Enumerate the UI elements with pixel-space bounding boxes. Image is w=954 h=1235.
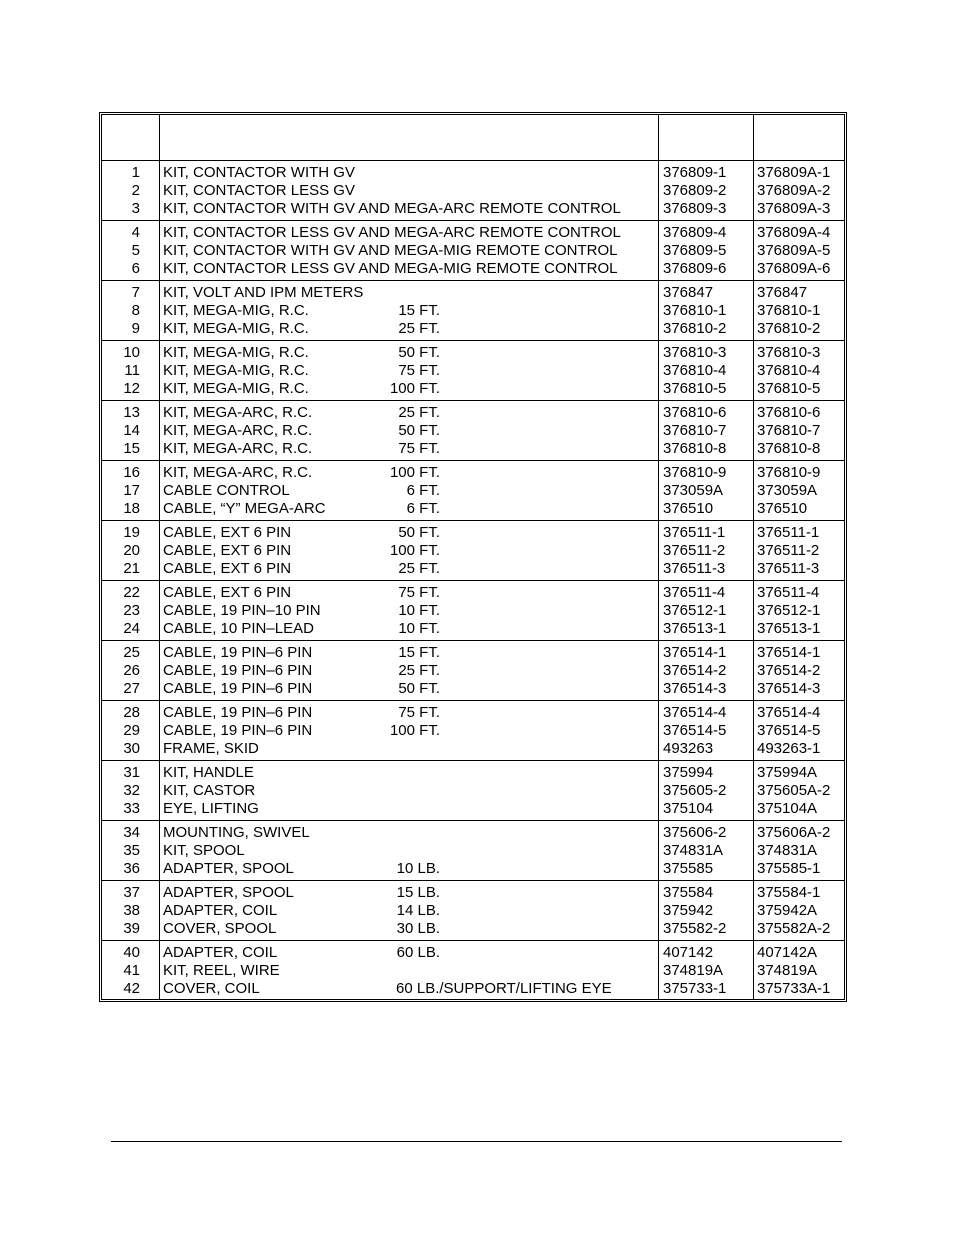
description: CABLE CONTROL	[163, 482, 290, 499]
size: 50 FT.	[398, 422, 440, 439]
item-number: 20	[123, 542, 140, 559]
alt-part-number: 375733A-1	[757, 980, 831, 997]
size: 25 FT.	[398, 560, 440, 577]
part-number: 376810-8	[663, 440, 727, 457]
part-number: 376809-6	[663, 260, 727, 277]
alt-part-number: 376511-2	[757, 542, 820, 559]
part-number: 376514-1	[663, 644, 727, 661]
part-number: 376809-1	[663, 164, 727, 181]
alt-part-number: 407142A	[757, 944, 818, 961]
table-row	[100, 920, 846, 938]
size: 100 FT.	[389, 380, 440, 397]
description: CABLE, 19 PIN–6 PIN	[163, 662, 313, 679]
part-number: 376514-4	[663, 704, 727, 721]
part-number: 376514-3	[663, 680, 727, 697]
description: KIT, MEGA-ARC, R.C.	[163, 464, 313, 481]
group-divider	[102, 880, 844, 881]
description: ADAPTER, COIL	[163, 944, 278, 961]
description: COVER, SPOOL	[163, 920, 277, 937]
description: CABLE, 19 PIN–6 PIN	[163, 722, 313, 739]
description: KIT, MEGA-MIG, R.C.	[163, 362, 309, 379]
alt-part-number: 375994A	[757, 764, 818, 781]
size: 100 FT.	[389, 464, 440, 481]
alt-part-number: 376510	[757, 500, 808, 517]
table-row	[100, 464, 846, 482]
part-number: 376511-3	[663, 560, 726, 577]
size: 50 FT.	[398, 344, 440, 361]
part-number: 375606-2	[663, 824, 727, 841]
description: KIT, MEGA-ARC, R.C.	[163, 440, 313, 457]
description: ADAPTER, SPOOL	[163, 860, 294, 877]
item-number: 5	[131, 242, 140, 259]
part-number: 376809-2	[663, 182, 727, 199]
part-number: 375585	[663, 860, 714, 877]
item-number: 3	[131, 200, 140, 217]
part-number: 376512-1	[663, 602, 727, 619]
item-number: 18	[123, 500, 140, 517]
item-number: 17	[123, 482, 140, 499]
item-number: 4	[131, 224, 140, 241]
description: CABLE, EXT 6 PIN	[163, 524, 292, 541]
part-number: 376511-4	[663, 584, 726, 601]
item-number: 39	[123, 920, 140, 937]
size: 100 FT.	[389, 722, 440, 739]
group-divider	[102, 640, 844, 641]
part-number: 376810-9	[663, 464, 727, 481]
description: CABLE, EXT 6 PIN	[163, 584, 292, 601]
part-number: 375733-1	[663, 980, 727, 997]
alt-part-number: 493263-1	[757, 740, 821, 757]
group-divider	[102, 940, 844, 941]
alt-part-number: 376810-9	[757, 464, 821, 481]
table-row	[100, 404, 846, 422]
item-number: 26	[123, 662, 140, 679]
description: KIT, HANDLE	[163, 764, 254, 781]
alt-part-number: 376513-1	[757, 620, 821, 637]
part-number: 375584	[663, 884, 714, 901]
size: 15 FT.	[398, 302, 440, 319]
table-row	[100, 860, 846, 878]
description: FRAME, SKID	[163, 740, 259, 757]
alt-part-number: 376514-1	[757, 644, 821, 661]
alt-part-number: 375582A-2	[757, 920, 831, 937]
table-row	[100, 980, 846, 998]
item-number: 29	[123, 722, 140, 739]
item-number: 27	[123, 680, 140, 697]
group-divider	[102, 820, 844, 821]
part-number: 374831A	[663, 842, 724, 859]
size: 15 FT.	[398, 644, 440, 661]
part-number: 376810-1	[663, 302, 727, 319]
item-number: 34	[123, 824, 140, 841]
item-number: 16	[123, 464, 140, 481]
description: CABLE, 19 PIN–6 PIN	[163, 704, 313, 721]
table-row	[100, 344, 846, 362]
item-number: 6	[131, 260, 140, 277]
size: 75 FT.	[398, 704, 440, 721]
item-number: 33	[123, 800, 140, 817]
item-number: 11	[124, 362, 140, 379]
item-number: 41	[123, 962, 140, 979]
description: MOUNTING, SWIVEL	[163, 824, 310, 841]
group-divider	[102, 760, 844, 761]
size: 15 LB.	[396, 884, 440, 901]
item-number: 42	[123, 980, 140, 997]
table-row	[100, 524, 846, 542]
alt-part-number: 376809A-6	[757, 260, 831, 277]
alt-part-number: 374819A	[757, 962, 818, 979]
description: CABLE, 19 PIN–6 PIN	[163, 680, 313, 697]
table-row	[100, 842, 846, 860]
part-number: 375104	[663, 800, 714, 817]
item-number: 8	[131, 302, 140, 319]
table-row	[100, 320, 846, 338]
part-number: 376511-2	[663, 542, 726, 559]
alt-part-number: 376810-1	[757, 302, 821, 319]
alt-part-number: 376810-7	[757, 422, 821, 439]
item-number: 1	[131, 164, 140, 181]
group-divider	[102, 460, 844, 461]
part-number: 376511-1	[663, 524, 726, 541]
table-row	[100, 944, 846, 962]
description: KIT, CONTACTOR WITH GV AND MEGA-ARC REMOTE CONTROL	[163, 200, 621, 217]
table-row	[100, 302, 846, 320]
description: KIT, SPOOL	[163, 842, 245, 859]
size: 75 FT.	[398, 362, 440, 379]
size: 50 FT.	[398, 524, 440, 541]
item-number: 38	[123, 902, 140, 919]
description: KIT, CONTACTOR LESS GV AND MEGA-MIG REMOTE CONTROL	[163, 260, 618, 277]
table-row	[100, 362, 846, 380]
part-number: 376510	[663, 500, 714, 517]
description: KIT, CASTOR	[163, 782, 256, 799]
size: 6 FT.	[406, 482, 440, 499]
table-row	[100, 422, 846, 440]
alt-part-number: 376810-6	[757, 404, 821, 421]
part-number: 374819A	[663, 962, 724, 979]
item-number: 12	[123, 380, 140, 397]
footer-rule	[111, 1141, 842, 1142]
table-row	[100, 380, 846, 398]
alt-part-number: 376511-3	[757, 560, 820, 577]
description: CABLE, 10 PIN–LEAD	[163, 620, 314, 637]
item-number: 35	[123, 842, 140, 859]
part-number: 376810-5	[663, 380, 727, 397]
part-number: 493263	[663, 740, 714, 757]
table-row	[100, 884, 846, 902]
description: KIT, MEGA-MIG, R.C.	[163, 380, 309, 397]
table-row	[100, 722, 846, 740]
size: 75 FT.	[398, 440, 440, 457]
item-number: 15	[123, 440, 140, 457]
description: KIT, CONTACTOR WITH GV AND MEGA-MIG REMOTE CONTROL	[163, 242, 618, 259]
group-divider	[102, 580, 844, 581]
alt-part-number: 376810-8	[757, 440, 821, 457]
description: CABLE, 19 PIN–6 PIN	[163, 644, 313, 661]
part-number: 376809-4	[663, 224, 727, 241]
size: 6 FT.	[406, 500, 440, 517]
item-number: 19	[123, 524, 140, 541]
item-number: 22	[123, 584, 140, 601]
table-row	[100, 182, 846, 200]
alt-part-number: 376810-3	[757, 344, 821, 361]
part-number: 376810-7	[663, 422, 727, 439]
table-row	[100, 500, 846, 518]
item-number: 30	[123, 740, 140, 757]
size: 25 FT.	[398, 320, 440, 337]
alt-part-number: 374831A	[757, 842, 818, 859]
item-number: 21	[123, 560, 140, 577]
table-row	[100, 782, 846, 800]
alt-part-number: 376514-3	[757, 680, 821, 697]
table-row	[100, 902, 846, 920]
item-number: 10	[123, 344, 140, 361]
alt-part-number: 375605A-2	[757, 782, 831, 799]
size: 10 FT.	[398, 620, 440, 637]
part-number: 376514-2	[663, 662, 727, 679]
table-row	[100, 200, 846, 218]
description: ADAPTER, SPOOL	[163, 884, 294, 901]
description: KIT, MEGA-MIG, R.C.	[163, 320, 309, 337]
table-row	[100, 482, 846, 500]
part-number: 376514-5	[663, 722, 727, 739]
item-number: 14	[123, 422, 140, 439]
item-number: 25	[123, 644, 140, 661]
table-row	[100, 440, 846, 458]
size: 75 FT.	[398, 584, 440, 601]
table-row	[100, 800, 846, 818]
part-number: 376810-6	[663, 404, 727, 421]
item-number: 7	[131, 284, 140, 301]
description: EYE, LIFTING	[163, 800, 259, 817]
table-row	[100, 542, 846, 560]
alt-part-number: 375585-1	[757, 860, 821, 877]
table-row	[100, 602, 846, 620]
description: CABLE, EXT 6 PIN	[163, 560, 292, 577]
alt-part-number: 376511-1	[757, 524, 820, 541]
description: KIT, MEGA-ARC, R.C.	[163, 404, 313, 421]
table-row	[100, 704, 846, 722]
alt-part-number: 376810-4	[757, 362, 821, 379]
part-number: 376809-3	[663, 200, 727, 217]
group-divider	[102, 280, 844, 281]
alt-part-number: 373059A	[757, 482, 818, 499]
description: CABLE, “Y” MEGA-ARC	[163, 500, 326, 517]
item-number: 9	[131, 320, 140, 337]
description: KIT, CONTACTOR LESS GV	[163, 182, 355, 199]
alt-part-number: 376514-5	[757, 722, 821, 739]
table-row	[100, 962, 846, 980]
item-number: 40	[123, 944, 140, 961]
size: 10 LB.	[396, 860, 440, 877]
size: 50 FT.	[398, 680, 440, 697]
part-number: 375942	[663, 902, 714, 919]
alt-part-number: 376809A-2	[757, 182, 831, 199]
alt-part-number: 376809A-1	[757, 164, 831, 181]
size: 10 FT.	[398, 602, 440, 619]
part-number: 375994	[663, 764, 714, 781]
item-number: 31	[123, 764, 140, 781]
part-number: 376810-4	[663, 362, 727, 379]
alt-part-number: 376511-4	[757, 584, 820, 601]
description: KIT, REEL, WIRE	[163, 962, 280, 979]
part-number: 376847	[663, 284, 714, 301]
item-number: 24	[123, 620, 140, 637]
alt-part-number: 376514-2	[757, 662, 821, 679]
item-number: 32	[123, 782, 140, 799]
alt-part-number: 376810-5	[757, 380, 821, 397]
description: KIT, MEGA-ARC, R.C.	[163, 422, 313, 439]
group-divider	[102, 340, 844, 341]
table-row	[100, 260, 846, 278]
table-row	[100, 740, 846, 758]
description: CABLE, EXT 6 PIN	[163, 542, 292, 559]
table-row	[100, 224, 846, 242]
alt-part-number: 376809A-5	[757, 242, 831, 259]
table-row	[100, 560, 846, 578]
part-number: 407142	[663, 944, 714, 961]
table-row	[100, 620, 846, 638]
alt-part-number: 376514-4	[757, 704, 821, 721]
item-number: 2	[131, 182, 140, 199]
alt-part-number: 376810-2	[757, 320, 821, 337]
description: KIT, MEGA-MIG, R.C.	[163, 302, 309, 319]
part-number: 373059A	[663, 482, 724, 499]
description: KIT, VOLT AND IPM METERS	[163, 284, 364, 301]
part-number: 376809-5	[663, 242, 727, 259]
description: ADAPTER, COIL	[163, 902, 278, 919]
description: KIT, CONTACTOR WITH GV	[163, 164, 355, 181]
size: 25 FT.	[398, 404, 440, 421]
alt-part-number: 376512-1	[757, 602, 821, 619]
size: 14 LB.	[396, 902, 440, 919]
description: KIT, CONTACTOR LESS GV AND MEGA-ARC REMOTE CONTROL	[163, 224, 621, 241]
table-row	[100, 764, 846, 782]
part-number: 376513-1	[663, 620, 727, 637]
item-number: 37	[123, 884, 140, 901]
table-row	[100, 242, 846, 260]
group-divider	[102, 700, 844, 701]
part-number: 375582-2	[663, 920, 727, 937]
group-divider	[102, 400, 844, 401]
note: 60 LB./SUPPORT/LIFTING EYE	[396, 980, 612, 997]
group-divider	[102, 220, 844, 221]
description: COVER, COIL	[163, 980, 260, 997]
alt-part-number: 375584-1	[757, 884, 821, 901]
description: CABLE, 19 PIN–10 PIN	[163, 602, 321, 619]
size: 100 FT.	[389, 542, 440, 559]
size: 30 LB.	[396, 920, 440, 937]
table-row	[100, 164, 846, 182]
header-divider	[102, 160, 844, 161]
alt-part-number: 375606A-2	[757, 824, 831, 841]
alt-part-number: 375104A	[757, 800, 818, 817]
part-number: 376810-3	[663, 344, 727, 361]
table-row	[100, 644, 846, 662]
description: KIT, MEGA-MIG, R.C.	[163, 344, 309, 361]
item-number: 23	[123, 602, 140, 619]
part-number: 375605-2	[663, 782, 727, 799]
part-number: 376810-2	[663, 320, 727, 337]
table-row	[100, 680, 846, 698]
alt-part-number: 376847	[757, 284, 808, 301]
alt-part-number: 376809A-4	[757, 224, 831, 241]
parts-table	[99, 112, 847, 1002]
item-number: 36	[123, 860, 140, 877]
table-row	[100, 662, 846, 680]
item-number: 28	[123, 704, 140, 721]
table-row	[100, 284, 846, 302]
size: 60 LB.	[396, 944, 440, 961]
table-row	[100, 584, 846, 602]
alt-part-number: 376809A-3	[757, 200, 831, 217]
alt-part-number: 375942A	[757, 902, 818, 919]
group-divider	[102, 520, 844, 521]
item-number: 13	[123, 404, 140, 421]
table-row	[100, 824, 846, 842]
size: 25 FT.	[398, 662, 440, 679]
